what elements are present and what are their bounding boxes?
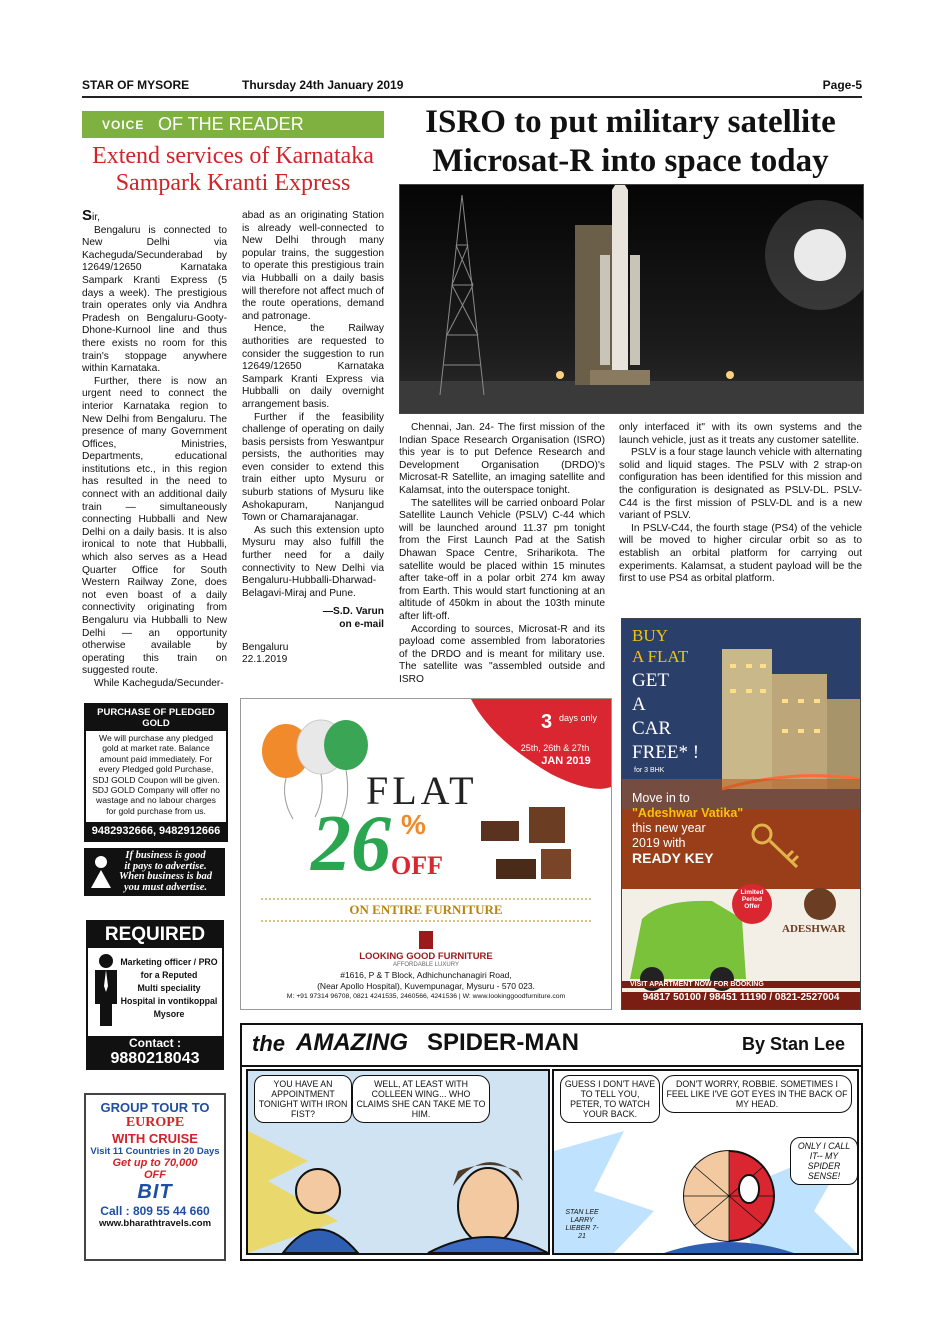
tour-line2: EUROPE — [125, 1115, 185, 1130]
required-ad-title: REQUIRED — [88, 922, 222, 948]
furniture-flat-label: FLAT — [366, 768, 478, 813]
comic-title-amazing: AMAZING — [296, 1029, 408, 1056]
letter-headline-line1: Extend services of Karnataka — [92, 143, 374, 169]
realty-ad — [621, 618, 861, 1010]
furniture-days-label: days only — [559, 713, 598, 723]
paper-name: STAR OF MYSORE — [82, 78, 190, 92]
gold-ad — [84, 703, 228, 842]
furniture-address1: #1616, P & T Block, Adhichunchanagiri Road, — [340, 970, 512, 980]
speech-bubble-1: YOU HAVE AN APPOINTMENT TONIGHT WITH IRON FIST? — [254, 1075, 352, 1123]
speech-bubble-4: DON'T WORRY, ROBBIE. SOMETIMES I FEEL LIKE I'VE GOT EYES IN THE BACK OF MY HEAD. — [662, 1075, 852, 1113]
furniture-tagline: AFFORDABLE LUXURY — [393, 962, 459, 968]
paragraph: Further if the feasibility challenge of operating on daily basis persists from Yeswantpur persists, the authorities may even consider to extend this train either upto Mysuru or suburb stations of Mysuru like Ashokapuram, Nanjangud Town or Chamarajanagar. — [242, 411, 384, 524]
gold-ad-body: We will purchase any pledged gold at market rate. Balance amount paid immediately. For every Pledged gold Purchase, SDJ GOLD Coupon will be given. SDJ GOLD Company will offer no wastage and no labour charges for gold purchase from us. — [92, 733, 220, 816]
isro-column-2 — [619, 422, 862, 586]
tour-line4: Visit 11 Countries in 20 Days — [90, 1146, 220, 1157]
required-contact-label: Contact : — [129, 1036, 181, 1050]
realty-bhk-note: for 3 BHK — [634, 767, 665, 774]
section-banner — [82, 111, 384, 138]
tour-line6: OFF — [144, 1169, 166, 1181]
furniture-subtitle: ON ENTIRE FURNITURE — [349, 902, 503, 917]
tour-ad — [84, 1093, 226, 1261]
paragraph: Further, there is now an urgent need to connect the interior Karnataka region to New Delhi from Bengaluru. The presence of many Government Offices, Ministries, Departments, educational institutions etc., in this region has resulted in the need to connect with an additional daily train — simultaneously connecting Hubballi and New Delhi on a daily basis. It is also ironical to note that Hubballi, which also serves as a Head Quarter Office for South Western Railway Zone, does not even boast of a daily connectivity originating from Bengaluru via Hubballi to New Delhi — an opportunity otherwise available by operating this train on suggested route. — [82, 375, 227, 677]
comic-byline: By Stan Lee — [741, 1034, 845, 1054]
paragraph: Chennai, Jan. 24- The first mission of the Indian Space Research Organisation (ISRO) this year is to put Defence Research and Development Organisation (DRDO)'s Microsat-R Satellite, an imaging satellite and Kalamsat, into the outerspace tonight. — [399, 422, 605, 496]
paragraph: Bengaluru is connected to New Delhi via Kacheguda/Secunderabad by 12649/12650 Karnataka Sampark Kranti Express (5 days a week). The prestigious train operates only via Andhra Pradesh on Bengaluru-Gooty-Dhone-Kurnool line and thus there exists no room for this train's stoppage anywhere within Karnataka. — [82, 224, 227, 375]
realty-visit-banner: VISIT APARTMENT NOW FOR BOOKING — [622, 981, 860, 988]
required-line3: Multi speciality — [137, 983, 201, 993]
realty-get: GET — [632, 670, 669, 691]
letter-column-1 — [82, 207, 227, 691]
realty-year-with: 2019 with — [632, 836, 686, 850]
realty-free: FREE* ! — [632, 742, 700, 763]
paragraph: According to sources, Microsat-R and its payload come assembled from laboratories of the DRDO and is meant for military use. The satellite was "assembled outside and ISRO — [399, 623, 605, 685]
issue-date: Thursday 24th January 2019 — [242, 78, 404, 92]
isro-headline-line2: Microsat-R into space today — [432, 143, 829, 179]
letter-headline — [82, 143, 384, 197]
furniture-off-label: OFF — [391, 851, 443, 880]
realty-car: CAR — [632, 718, 672, 739]
tour-phone: Call : 809 55 44 660 — [100, 1204, 210, 1218]
realty-move-in: Move in to — [632, 791, 690, 805]
paragraph: In PSLV-C44, the fourth stage (PS4) of the vehicle will be moved to higher circular orbit so as to establish an orbital platform for carrying out experiments. Kalamsat, a student payload will be the first to use PS4 as orbital platform. — [619, 522, 862, 585]
page-number: Page-5 — [822, 78, 862, 92]
required-phone: 9880218043 — [110, 1050, 200, 1067]
business-line3: When business is bad — [118, 871, 213, 882]
signature-via: on e-mail — [339, 619, 384, 630]
isro-headline — [398, 103, 863, 181]
realty-project-name: "Adeshwar Vatika" — [632, 806, 744, 820]
realty-a: A — [632, 694, 646, 715]
furniture-contact: M: +91 97314 96708, 0821 4241535, 2460566, 4241536 | W: www.lookinggoodfurniture.com — [286, 993, 566, 1000]
furniture-month: JAN 2019 — [541, 755, 591, 767]
isro-headline-line1: ISRO to put military satellite — [425, 104, 836, 140]
section-label: OF THE READER — [158, 114, 304, 134]
isro-column-1 — [399, 422, 605, 686]
realty-flat: A FLAT — [632, 647, 689, 666]
realty-ready-key: READY KEY — [632, 850, 714, 866]
furniture-address2: (Near Apollo Hospital), Kuvempunagar, Mysuru - 570 023. — [317, 981, 535, 991]
furniture-brand: LOOKING GOOD FURNITURE — [359, 951, 493, 962]
letter-date: 22.1.2019 — [242, 654, 288, 666]
furniture-ad: 3 days only 25th, 26th & 27th JAN 2019 FLAT 26 % OFF ON ENTIRE FURNITURE LOOKING GOOD FURNITURE AFFORDABLE LUXURY #1616, P & T Block, Adhichunchanagiri Road, (Near Apollo Hospital), Kuvempunagar, Mysuru - 570 023. M: +91 97314 96708, 0821 4241535, 2460566, 4241536 | W: www.lookinggoodfurniture.com — [240, 698, 612, 1010]
letter-column-2 — [242, 210, 384, 667]
required-line4: Hospital in vontikoppal — [120, 996, 218, 1006]
masthead — [82, 76, 862, 98]
speech-bubble-3: GUESS I DON'T HAVE TO TELL YOU, PETER, TO WATCH YOUR BACK. — [560, 1075, 660, 1123]
drop-cap: S — [82, 207, 93, 224]
comic-strip — [240, 1023, 863, 1261]
paragraph: Hence, the Railway authorities are requested to consider the suggestion to run 12649/12650 Karnataka Sampark Kranti Express via Hubballi on daily overnight arrangement basis. — [242, 323, 384, 410]
rocket-photo — [399, 184, 864, 414]
section-label-bold: VOICE — [102, 118, 145, 132]
realty-brand: ADESHWAR — [782, 923, 846, 935]
business-ad — [84, 848, 225, 896]
comic-title-spiderman: SPIDER-MAN — [427, 1029, 580, 1056]
salutation — [82, 207, 227, 225]
rocket-launch-image — [400, 185, 863, 413]
realty-new-year: this new year — [632, 821, 706, 835]
officer-icon — [92, 952, 120, 1026]
tour-line3: WITH CRUISE — [112, 1131, 198, 1146]
business-line1: If business is good — [125, 850, 206, 861]
paragraph: only interfaced it" with its own systems and the launch vehicle, just as it treats any customer satellite. — [619, 422, 862, 446]
letter-headline-line2: Sampark Kranti Express — [115, 170, 351, 196]
furniture-days-number: 3 — [541, 711, 553, 733]
tour-website: www.bharathtravels.com — [98, 1218, 212, 1229]
required-line2: for a Reputed — [140, 970, 198, 980]
business-line4: you must advertise. — [123, 881, 208, 893]
salutation-text: ir, — [92, 212, 100, 223]
gold-ad-title: PURCHASE OF PLEDGED GOLD — [86, 705, 226, 731]
realty-buy: BUY — [632, 626, 668, 645]
comic-panel-1 — [246, 1069, 550, 1255]
required-line5: Mysore — [153, 1009, 185, 1019]
required-line1: Marketing officer / PRO — [120, 957, 218, 967]
realty-offer-badge: Limited Period Offer — [740, 889, 764, 910]
comic-title-the: the — [252, 1031, 285, 1056]
paragraph: abad as an originating Station is already well-connected to New Delhi through many popular trains, the suggestion to operate this prestigious train via Hubballi on a daily basis will therefore not affect much of the route operations, demand and patronage. — [242, 210, 384, 322]
paragraph: The satellites will be carried onboard Polar Satellite Launch Vehicle (PSLV) C-44 which will be launched around 11.37 pm tonight from the First Launch Pad at the Satish Dhawan Space Centre, Sriharikota. The satellite would be placed within 15 minutes after take-off in a polar orbit 274 km away from Earth. This would start functioning at an altitude of 450km in about the 103th minute after lift-off. — [399, 497, 605, 622]
tour-line1: GROUP TOUR TO — [100, 1100, 210, 1115]
business-line2: it pays to advertise. — [124, 860, 207, 872]
speech-bubble-2: WELL, AT LEAST WITH COLLEEN WING... WHO CLAIMS SHE CAN TAKE ME TO HIM. — [352, 1075, 490, 1123]
signature-name: —S.D. Varun — [322, 606, 384, 618]
paragraph: As such this extension upto Mysuru may also fulfill the further need for a daily connectivity to New Delhi via Bengaluru-Hubballi-Dharwad-Belagavi-Miraj and Pune. — [242, 524, 384, 599]
tour-line5: Get up to 70,000 — [112, 1157, 198, 1169]
tour-brand-logo: BIT — [137, 1181, 173, 1203]
comic-credit: STAN LEE LARRY LIEBER 7-21 — [565, 1209, 599, 1240]
speech-bubble-5: ONLY I CALL IT-- MY SPIDER SENSE! — [790, 1137, 858, 1185]
letter-place: Bengaluru — [242, 641, 289, 653]
furniture-dates: 25th, 26th & 27th — [520, 743, 590, 753]
furniture-discount-number: 26 — [311, 800, 391, 888]
required-ad — [86, 920, 224, 1070]
paragraph: While Kacheguda/Secunder- — [94, 677, 224, 689]
comic-panel-2 — [552, 1069, 859, 1255]
gold-ad-phone: 9482932666, 9482912666 — [86, 822, 226, 840]
realty-phones: 94817 50100 / 98451 11190 / 0821-2527004 — [622, 992, 860, 1003]
paragraph: PSLV is a four stage launch vehicle with alternating solid and liquid stages. The PSLV with 2 strap-on configuration has been identified for this mission and the configuration is designated as PSLV-DL. PSLV-C44 is the first mission of PSLV-DL and is a new variant of PSLV. — [619, 447, 862, 522]
